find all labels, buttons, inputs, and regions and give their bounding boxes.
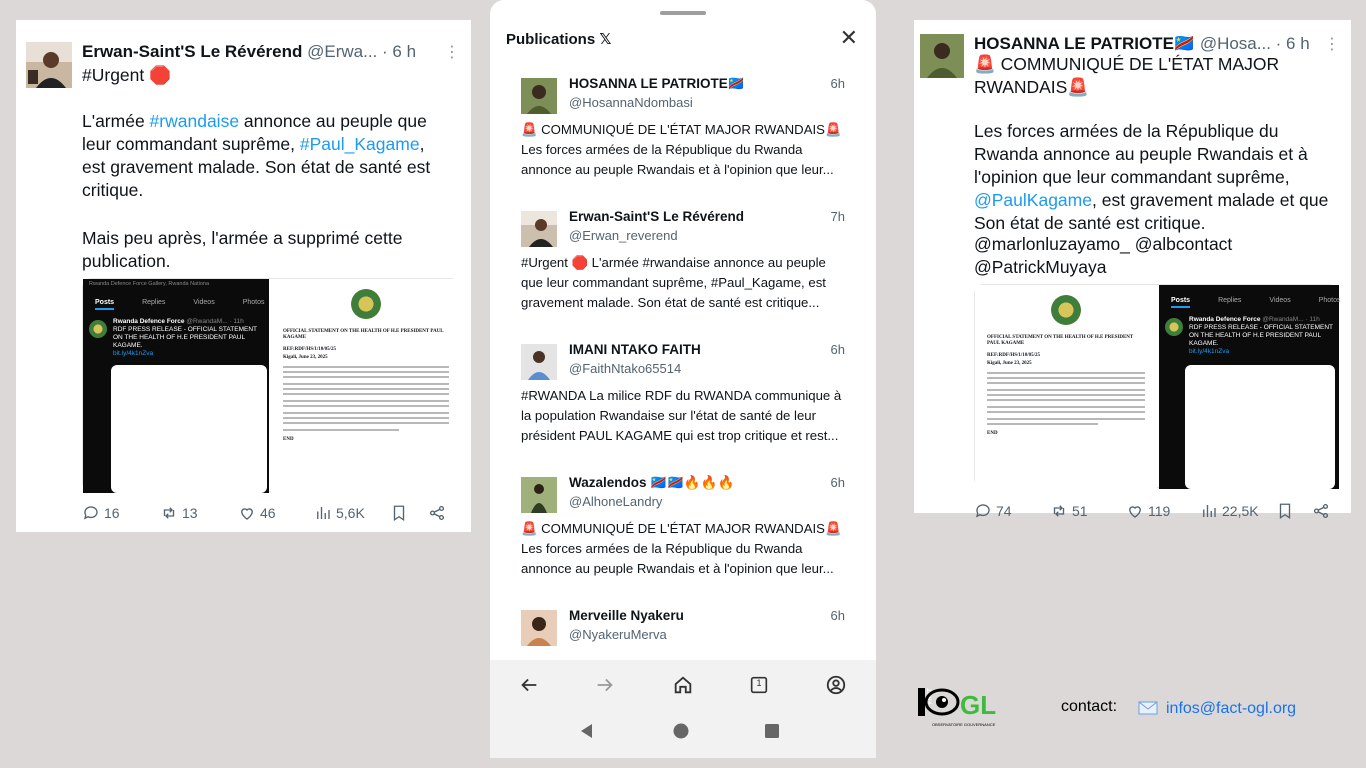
list-item[interactable] (490, 332, 876, 465)
hashtag-line[interactable]: #Urgent 🛑 (82, 65, 171, 85)
text-line (987, 418, 1145, 420)
text-line (987, 399, 1145, 401)
rdf-avatar-icon (89, 320, 107, 338)
post-text: 🚨 COMMUNIQUÉ DE L'ÉTAT MAJOR RWANDAIS🚨 Les forces armées de la République du Rwanda annonce au peuple Rwandais et à l'opinion que leur... (521, 122, 842, 177)
tab-posts[interactable]: Posts (95, 299, 114, 310)
tab-videos[interactable]: Videos (193, 299, 215, 306)
list-item[interactable] (490, 199, 876, 332)
embedded-text: RDF PRESS RELEASE - OFFICIAL STATEMENT ON THE HEALTH OF H.E PRESIDENT PAUL KAGAME. (1189, 324, 1333, 347)
bookmark-button[interactable] (390, 504, 408, 522)
text-line (987, 423, 1098, 425)
author-name: HOSANNA LE PATRIOTE🇨🇩 (569, 76, 745, 91)
avatar-photo-icon (521, 477, 557, 513)
like-button[interactable] (1126, 502, 1170, 520)
reply-count: 16 (104, 505, 120, 521)
text-line (283, 393, 449, 395)
repost-count: 13 (182, 505, 198, 521)
close-icon[interactable]: ✕ (839, 25, 858, 50)
text-line (987, 382, 1145, 384)
more-options-icon[interactable]: ⋮ (1324, 36, 1341, 53)
rdf-avatar-icon (1165, 318, 1183, 336)
post-text: #RWANDA La milice RDF du RWANDA communique à la population Rwandaise sur l'état de santé de leur président PAUL KAGAME qui est trop critique et rest... (521, 388, 842, 443)
text-segment: Les forces armées de la République du Rwanda annonce au peuple Rwandais et à l'opinion que leur commandant suprême, (974, 121, 1308, 187)
embedded-handle: @RwandaM... · 11h (1262, 316, 1320, 323)
account-icon[interactable] (825, 674, 847, 696)
hashtag-paul-kagame[interactable]: #Paul_Kagame (299, 134, 420, 154)
email-link[interactable]: infos@fact-ogl.org (1166, 700, 1297, 717)
contact-label: contact: (1061, 698, 1118, 715)
doc-end: END (987, 431, 998, 436)
tweet-media[interactable] (974, 284, 1341, 488)
repost-icon (1050, 502, 1068, 520)
text-line (987, 389, 1145, 391)
text-line (283, 400, 449, 402)
avatar-photo-icon (521, 211, 557, 247)
embedded-link: bit.ly/4k1nZva (1189, 348, 1230, 355)
tab-posts[interactable]: Posts (1171, 297, 1190, 308)
fact-ogl-logo (918, 686, 1012, 730)
embedded-account: Rwanda Defence Force (1189, 316, 1261, 323)
post-time: 6h (830, 608, 845, 623)
embedded-document (1185, 365, 1335, 489)
tab-replies[interactable]: Replies (1218, 297, 1242, 304)
browser-nav-bar (490, 660, 876, 758)
author-handle: @AlhoneLandry (569, 494, 663, 509)
mentions-line[interactable]: @marlonluzayamo_ @albcontact @PatrickMuyaya (974, 234, 1233, 277)
tabs-icon[interactable] (748, 674, 770, 696)
text-line (283, 412, 449, 414)
rdf-seal-icon (1051, 295, 1081, 325)
embedded-account: Rwanda Defence Force (113, 318, 185, 325)
author-handle: @HosannaNdombasi (569, 95, 693, 110)
tweet-time[interactable]: · 6 h (382, 42, 417, 61)
views-count: 5,6K (336, 505, 365, 521)
mention-paulkagame[interactable]: @PaulKagame (974, 190, 1092, 210)
views-icon (1200, 502, 1218, 520)
tweet-media[interactable] (82, 278, 460, 492)
text-line (283, 429, 399, 431)
tweet-header (974, 34, 1310, 54)
svg-text:FACT: FACT (927, 688, 934, 704)
post-time: 6h (830, 76, 845, 91)
home-circle-icon[interactable] (672, 722, 690, 740)
avatar-photo-icon (521, 610, 557, 646)
list-item[interactable] (490, 598, 876, 660)
back-triangle-icon[interactable] (578, 722, 596, 740)
share-icon (1312, 502, 1330, 520)
author-name: IMANI NTAKO FAITH (569, 342, 701, 357)
post-text: #Urgent 🛑 L'armée #rwandaise annonce au peuple que leur commandant suprême, #Paul_Kagame, est gravement malade. Son état de santé est critique... (521, 255, 826, 310)
like-count: 46 (260, 505, 276, 521)
author-name: Wazalendos 🇨🇩🇨🇩🔥🔥🔥 (569, 475, 735, 490)
avatar[interactable] (26, 42, 72, 88)
bookmark-icon (390, 504, 408, 522)
doc-title: OFFICIAL STATEMENT ON THE HEALTH OF H.E PRESIDENT PAUL KAGAME (283, 329, 444, 340)
text-line (987, 377, 1145, 379)
screenshot-profile (1159, 285, 1339, 489)
text-segment: L'armée (82, 111, 150, 131)
tweet-text-paragraph-2: Mais peu après, l'armée a supprimé cette publication. (82, 228, 403, 271)
avatar-photo-icon (26, 42, 72, 88)
drag-handle[interactable] (660, 11, 706, 15)
list-item[interactable] (490, 66, 876, 199)
text-segment: annonce au peuple que leur commandant suprême, (82, 111, 427, 154)
avatar[interactable] (521, 610, 557, 646)
views-count: 22,5K (1222, 503, 1259, 519)
doc-date: Kigali, June 23, 2025 (283, 355, 328, 360)
tab-count: 1 (756, 678, 762, 688)
screenshot-profile (83, 279, 269, 493)
doc-ref: REF:RDF/HS/1/10/05/25 (283, 347, 337, 352)
repost-icon (160, 504, 178, 522)
reply-button[interactable] (974, 502, 1012, 520)
tab-photos[interactable]: Photos (1318, 297, 1341, 304)
publications-sheet (490, 0, 876, 758)
embedded-handle: @RwandaM... · 11h (186, 318, 244, 325)
tweet-time[interactable]: · 6 h (1275, 34, 1310, 53)
repost-button[interactable] (160, 504, 198, 522)
tweet-text-paragraph-1 (82, 110, 452, 202)
text-line (283, 388, 449, 390)
heart-icon (1126, 502, 1144, 520)
tweet-heading: 🚨 COMMUNIQUÉ DE L'ÉTAT MAJOR RWANDAIS🚨 (974, 54, 1280, 97)
text-segment: , est gravement malade. Son état de santé est critique. (82, 134, 431, 200)
repost-count: 51 (1072, 503, 1088, 519)
text-line (283, 422, 449, 424)
tweet-header (82, 42, 416, 62)
reply-icon (82, 504, 100, 522)
gallery-caption: Rwanda Defence Force Gallery, Rwanda Nationa (89, 281, 210, 287)
forward-arrow-icon[interactable] (594, 674, 616, 696)
views-icon (314, 504, 332, 522)
share-button[interactable] (428, 504, 446, 522)
home-icon[interactable] (672, 674, 694, 696)
avatar[interactable] (521, 211, 557, 247)
svg-text:OBSERVATOIRE GOUVERNANCE: OBSERVATOIRE GOUVERNANCE (932, 722, 996, 727)
bookmark-button[interactable] (1276, 502, 1294, 520)
doc-end: END (283, 437, 294, 442)
text-line (283, 383, 449, 385)
embedded-post (83, 314, 269, 358)
author-name: Merveille Nyakeru (569, 608, 684, 623)
tweet-text-paragraph-1 (974, 120, 1338, 235)
avatar-photo-icon (521, 344, 557, 380)
avatar[interactable] (920, 34, 964, 78)
hashtag-rwandaise[interactable]: #rwandaise (149, 111, 240, 131)
views-button[interactable] (1200, 502, 1259, 520)
statement-document (271, 279, 461, 493)
embedded-text: RDF PRESS RELEASE - OFFICIAL STATEMENT ON THE HEALTH OF H.E PRESIDENT PAUL KAGAME. (113, 326, 257, 349)
profile-tabs (83, 289, 269, 314)
recents-square-icon[interactable] (765, 724, 779, 738)
text-line (283, 376, 449, 378)
post-text: 🚨 COMMUNIQUÉ DE L'ÉTAT MAJOR RWANDAIS🚨 Les forces armées de la République du Rwanda annonce au peuple Rwandais et à l'opinion que leur... (521, 521, 842, 576)
tab-photos[interactable]: Photos (242, 299, 265, 306)
rdf-seal-icon (351, 289, 381, 319)
text-line (987, 372, 1145, 374)
author-name[interactable]: HOSANNA LE PATRIOTE🇨🇩 (974, 34, 1196, 53)
avatar-photo-icon (920, 34, 964, 78)
heart-icon (238, 504, 256, 522)
author-handle[interactable]: @Erwa... (307, 42, 378, 61)
embedded-post (1159, 312, 1339, 356)
author-name[interactable]: Erwan-Saint'S Le Révérend (82, 42, 303, 61)
post-time: 7h (830, 209, 845, 224)
tweet-actions (82, 502, 462, 524)
embedded-link: bit.ly/4k1nZva (113, 350, 154, 357)
statement-document (975, 285, 1157, 489)
post-time: 6h (830, 342, 845, 357)
author-name: Erwan-Saint'S Le Révérend (569, 209, 745, 224)
avatar[interactable] (521, 344, 557, 380)
text-segment: , est gravement malade et que Son état de santé est critique. (974, 190, 1329, 233)
author-handle: @Erwan_reverend (569, 228, 678, 243)
embedded-document (111, 365, 267, 493)
rdf-seal-icon (121, 373, 143, 395)
tweet-actions (974, 500, 1344, 522)
text-line (987, 406, 1145, 408)
tab-replies[interactable]: Replies (142, 299, 166, 306)
sheet-title: Publications 𝕏 (506, 31, 612, 48)
doc-ref: REF:RDF/HS/1/10/05/25 (987, 353, 1041, 358)
post-time: 6h (830, 475, 845, 490)
more-options-icon[interactable]: ⋮ (444, 44, 461, 61)
repost-button[interactable] (1050, 502, 1088, 520)
like-button[interactable] (238, 504, 276, 522)
author-handle: @FaithNtako65514 (569, 361, 682, 376)
text-line (987, 411, 1145, 413)
reply-count: 74 (996, 503, 1012, 519)
text-line (283, 366, 449, 368)
bookmark-icon (1276, 502, 1294, 520)
doc-title: OFFICIAL STATEMENT ON THE HEALTH OF H.E PRESIDENT PAUL KAGAME (987, 335, 1134, 346)
eye-logo-icon (918, 686, 1012, 730)
reply-button[interactable] (82, 504, 120, 522)
reply-icon (974, 502, 992, 520)
text-line (283, 405, 449, 407)
svg-text:GL: GL (960, 690, 997, 720)
author-handle: @NyakeruMerva (569, 627, 667, 642)
tab-videos[interactable]: Videos (1269, 297, 1291, 304)
list-item[interactable] (490, 465, 876, 598)
share-icon (428, 504, 446, 522)
avatar-photo-icon (521, 78, 557, 114)
text-line (987, 394, 1145, 396)
text-line (283, 371, 449, 373)
mail-icon (1138, 700, 1158, 716)
profile-tabs (1159, 285, 1339, 312)
avatar[interactable] (521, 477, 557, 513)
left-tweet-card (16, 20, 471, 532)
views-button[interactable] (314, 504, 365, 522)
text-line (283, 417, 449, 419)
share-button[interactable] (1312, 502, 1330, 520)
back-arrow-icon[interactable] (518, 674, 540, 696)
right-tweet-card (914, 20, 1351, 519)
doc-date: Kigali, June 23, 2025 (987, 361, 1032, 366)
rdf-seal-icon (1195, 373, 1217, 395)
author-handle[interactable]: @Hosa... (1199, 34, 1271, 53)
avatar[interactable] (521, 78, 557, 114)
like-count: 119 (1148, 503, 1171, 519)
